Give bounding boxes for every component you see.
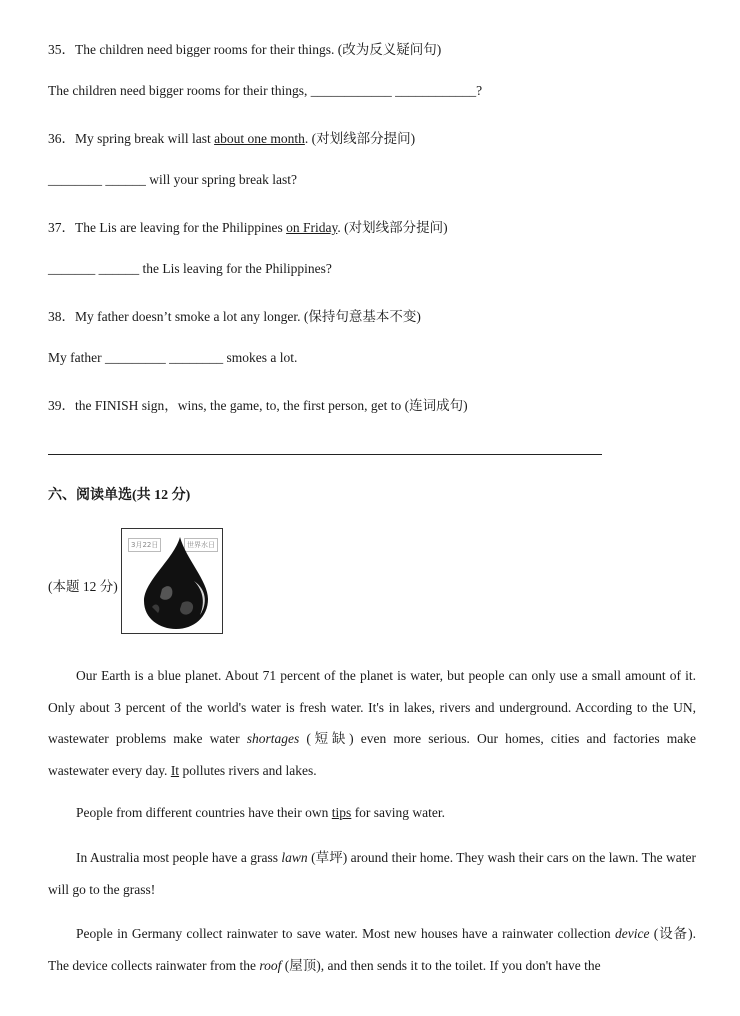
p1-word-it: It (170, 762, 180, 778)
world-water-day-image (121, 528, 223, 634)
score-note: (本题 12 分) (48, 579, 118, 594)
image-caption-date: 3月22日 (128, 538, 161, 552)
p2-text-a: People from different countries have their own (76, 805, 332, 820)
passage-paragraph-4 (48, 918, 696, 981)
q36-prompt (48, 127, 415, 147)
q35-prompt: 35．The children need bigger rooms for their things. (改为反义疑问句) (48, 42, 442, 57)
p3-text-a: In Australia most people have a grass (76, 850, 282, 865)
p2-text-b: for saving water. (351, 805, 446, 820)
q37-prompt (48, 216, 448, 236)
passage-paragraph-2 (48, 797, 696, 829)
passage-paragraph-3 (48, 842, 696, 905)
p1-text-b: (短缺) even more serious. Our homes, cities and factories make wastewater every day. (48, 731, 696, 778)
q37-number: 37． (48, 220, 75, 235)
passage-paragraph-1 (48, 660, 696, 786)
p3-text-b: (草坪) around their home. They wash their cars on the lawn. The water will go to the grass! (48, 850, 696, 897)
q38-answer-line: My father _________ ________ smokes a lot. (48, 350, 298, 365)
q37-answer-line: _______ ______ the Lis leaving for the Philippines? (48, 261, 332, 276)
p1-word-shortages: shortages (246, 731, 300, 746)
q36-number: 36． (48, 131, 75, 146)
q35-answer-line: The children need bigger rooms for their things, ____________ ____________? (48, 83, 483, 98)
p2-word-tips: tips (331, 805, 352, 820)
p4-word-device: device (615, 926, 650, 941)
section-heading: 六、阅读单选(共 12 分) (48, 488, 191, 503)
water-drop-earth-icon (122, 529, 222, 633)
p1-text-c: pollutes rivers and lakes. (179, 762, 317, 778)
q36-underlined-phrase: about one month (214, 131, 305, 146)
image-caption-title: 世界水日 (184, 538, 218, 552)
p4-word-roof: roof (259, 957, 282, 973)
q39-answer-rule (48, 454, 602, 455)
p4-text-b: (设备). The device collects rainwater from the (48, 926, 696, 973)
q39-prompt: 39．the FINISH sign，wins, the game, to, the first person, get to (连词成句) (48, 398, 468, 413)
q36-instruction: . (对划线部分提问) (304, 131, 416, 146)
q38-prompt: 38．My father doesn’t smoke a lot any longer. (保持句意基本不变) (48, 309, 421, 324)
p1-text-a: Our Earth is a blue planet. About 71 percent of the planet is water, but people can only use a small amount of it. Only about 3 percent of the world's water is fresh water. It's in lakes, rivers and underground. According to the UN, wastewater problems make water (48, 668, 696, 746)
p4-text-a: People in Germany collect rainwater to save water. Most new houses have a rainwater collection (76, 926, 615, 941)
q36-text-pre: My spring break will last (75, 131, 215, 146)
q37-text-pre: The Lis are leaving for the Philippines (75, 220, 287, 235)
q36-answer-line: ________ ______ will your spring break last? (48, 172, 297, 187)
q37-underlined-phrase: on Friday (286, 220, 338, 235)
p4-text-c: (屋顶), and then sends it to the toilet. If you don't have the (281, 957, 601, 973)
q37-instruction: . (对划线部分提问) (337, 220, 448, 235)
p3-word-lawn: lawn (281, 850, 308, 865)
